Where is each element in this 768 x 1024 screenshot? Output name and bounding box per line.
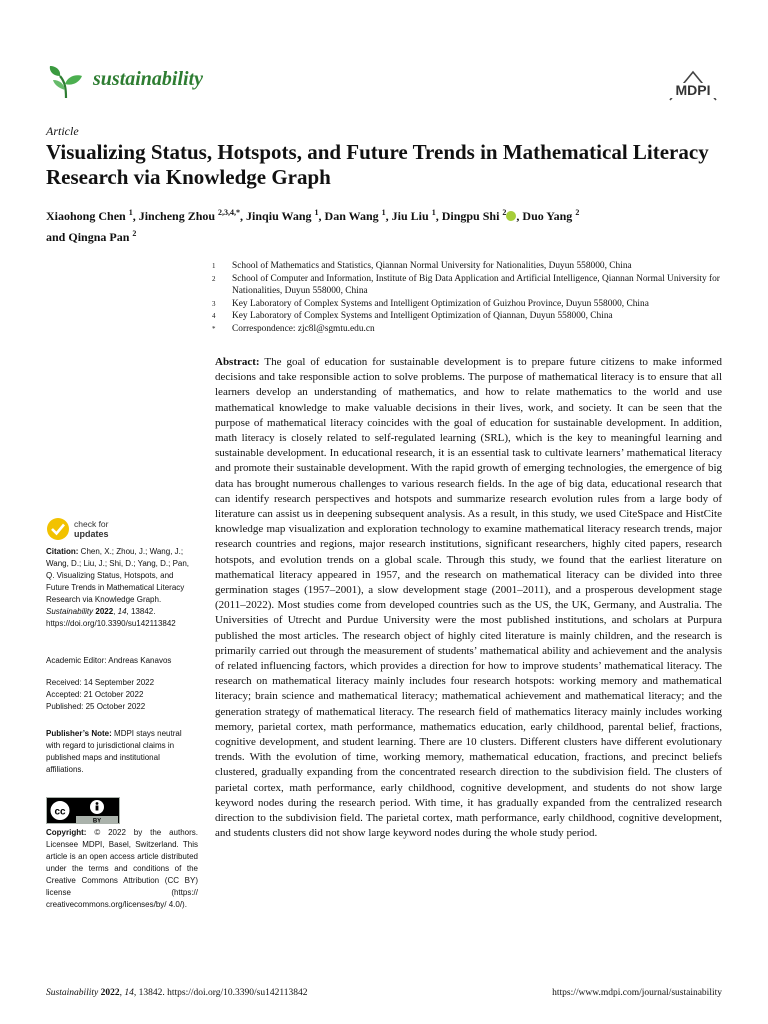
paper-title: Visualizing Status, Hotspots, and Future Trends in Mathematical Literacy Research via Knowledge Graph bbox=[46, 140, 709, 189]
check-for-updates-icon[interactable] bbox=[46, 516, 186, 542]
accepted-date: Accepted: 21 October 2022 bbox=[46, 690, 144, 699]
publication-dates bbox=[46, 677, 198, 713]
author-list: Xiaohong Chen $^1$, Jincheng Zhou $^{2,3,4,*}$, Jinqiu Wang $^1$, Dan Wang $^1$, Jiu Liu $^1$, Dingpu Shi $^2$ , Duo Yang $^2$ and Qingna Pan $^2$ bbox=[46, 208, 580, 244]
journal-logo-icon bbox=[46, 62, 86, 102]
orcid-icon[interactable] bbox=[506, 211, 516, 221]
svg-text:BY: BY bbox=[92, 818, 102, 824]
citation-block: Citation: Chen, X.; Zhou, J.; Wang, J.; Wang, D.; Liu, J.; Shi, D.; Yang, D.; Pan, Q. Visualizing Status, Hotspots, and Future Trends in Mathematical Literacy Research via Knowledge Graph. Sustainability 2022, 14, 13842. https://doi.org/10.3390/su142113842 bbox=[46, 547, 190, 628]
academic-editor: Academic Editor: Andreas Kanavos bbox=[46, 656, 172, 665]
article-type: Article bbox=[46, 124, 79, 138]
author: Xiaohong Chen bbox=[46, 209, 126, 223]
affiliations bbox=[212, 260, 732, 335]
author: Duo Yang bbox=[522, 209, 573, 223]
author: Jiu Liu bbox=[391, 209, 429, 223]
footer-journal-url[interactable]: https://www.mdpi.com/journal/sustainability bbox=[552, 988, 722, 998]
author: Jincheng Zhou bbox=[138, 209, 216, 223]
publishers-note: Publisher’s Note: MDPI stays neutral with regard to jurisdictional claims in published maps and institutional affiliations. bbox=[46, 729, 182, 774]
svg-text:check for: check for bbox=[74, 519, 109, 529]
author: Dan Wang bbox=[324, 209, 379, 223]
affiliation: 1 School of Mathematics and Statistics, Qiannan Normal University for Nationalities, Duyun 558000, China bbox=[212, 261, 632, 271]
author: Qingna Pan bbox=[68, 230, 130, 244]
affiliation: * Correspondence: zjc8l@sgmtu.edu.cn bbox=[212, 323, 375, 334]
abstract-text: The goal of education for sustainable development is to prepare future citizens to make informed decisions and take responsible action to solve problems. The purpose of mathematical literacy is to ensure that all learners develop an understanding of mathematics, and how to relate mathematics to the world and use mathematical knowledge to make valuable decisions in their lives, work, and society. It can be seen that the purpose of mathematical literacy coincides with the goal of education for sustainable development. In addition, math literacy is closely related to self-regulated learning (SRL), which is the key to meaningful learning and sustainable development. In educational research, it is an essential task to cultivate learners’ mathematical literacy and promote their sustainable development. With the rapid growth of emerging technologies, the emergence of big data has brought numerous challenges to various research fields. In the age of big data, educational research that can identify research perspectives and hotspots and summarize research evolution rules from a large body of literature can assist us in deepening subsequent analysis. As a result, in this study, we used CiteSpace and HistCite knowledge map visualization and exploration technology to examine mathematical literacy research trends, major research countries and regions, major research institutions, significant researchers, highly cited papers, research hotspots, and evolution trends on a global scale. Through this study, we found that the earliest literature on mathematical literacy appeared in 1957, and the research on mathematical literacy can be divided into three germination stages (1957–2001), a slow development stage (2001–2011), and a prosperous development stage (2011–2022). Most studies come from developed countries such as the US, the UK, Germany, and Australia. The Universities of Utrecht and Purdue University were the most published institutions, and scholars at Purpura published the most articles. The research object of highly cited literature is mainly children, and the research is primarily carried out through the measurement of students’ mathematical ability and achievement and the analysis of related influencing factors, which provides a direction for how to improve students’ mathematical literacy. The research on mathematical literacy mainly includes four research hotspots: working memory and mathematical literacy; brain science and mathematical literacy; mathematical achievement and mathematical literacy; and the generation strategy of mathematical literacy. The research field of mathematics literacy mainly includes working memory, parietal cortex, math performance, mathematics education, early childhood, parental belief, fractions, cognitive development, and student learning. There are 10 clusters. Different clusters have different evolutionary trends. With the evolution of time, working memory, mathematical education, fractions, and precinct beliefs clustered, gradually expanding from the concentrated research direction to the subdivision field. The clusters of parietal cortex, math performance, early childhood, cognitive development, and students do not show large keyword nodes during the research period. With time, it has gradually expanded from the centralized research direction to the subdivision field. The parietal cortex, math performance, early childhood, cognitive development, and students clusters did not show large keyword nodes during the whole study period. bbox=[215, 356, 722, 840]
received-date: Received: 14 September 2022 bbox=[46, 678, 155, 687]
author: Jinqiu Wang bbox=[246, 209, 312, 223]
mdpi-logo-icon bbox=[666, 70, 720, 102]
published-date: Published: 25 October 2022 bbox=[46, 702, 146, 711]
abstract-label: Abstract: bbox=[215, 356, 260, 368]
publisher-name: MDPI bbox=[675, 82, 711, 98]
cc-by-license-icon[interactable] bbox=[46, 797, 120, 824]
affiliation: 4 Key Laboratory of Complex Systems and Intelligent Optimization of Qiannan, Duyun 558000, China bbox=[212, 311, 613, 321]
svg-text:cc: cc bbox=[54, 806, 66, 818]
svg-text:updates: updates bbox=[74, 529, 109, 539]
affiliation: 3 Key Laboratory of Complex Systems and Intelligent Optimization of Guizhou Province, Duyun 558000, China bbox=[212, 298, 649, 309]
copyright-notice: Copyright: © 2022 by the authors. Licensee MDPI, Basel, Switzerland. This article is an open access article distributed under the terms and conditions of the Creative Commons Attribution (CC BY) license (https:// creativecommons.org/licenses/by/ 4.0/). bbox=[46, 828, 198, 909]
affiliation: 2 School of Computer and Information, Institute of Big Data Application and Artificial Intelligence, Qiannan Normal University for Nationalities, Duyun 558000, China bbox=[212, 273, 720, 296]
footer-citation: Sustainability 2022, 14, 13842. https://doi.org/10.3390/su142113842 bbox=[46, 988, 308, 998]
citation-doi-link[interactable]: https://doi.org/10.3390/su142113842 bbox=[46, 619, 176, 628]
author: Dingpu Shi bbox=[441, 209, 500, 223]
abstract bbox=[215, 355, 722, 842]
journal-name: sustainability bbox=[93, 68, 204, 90]
